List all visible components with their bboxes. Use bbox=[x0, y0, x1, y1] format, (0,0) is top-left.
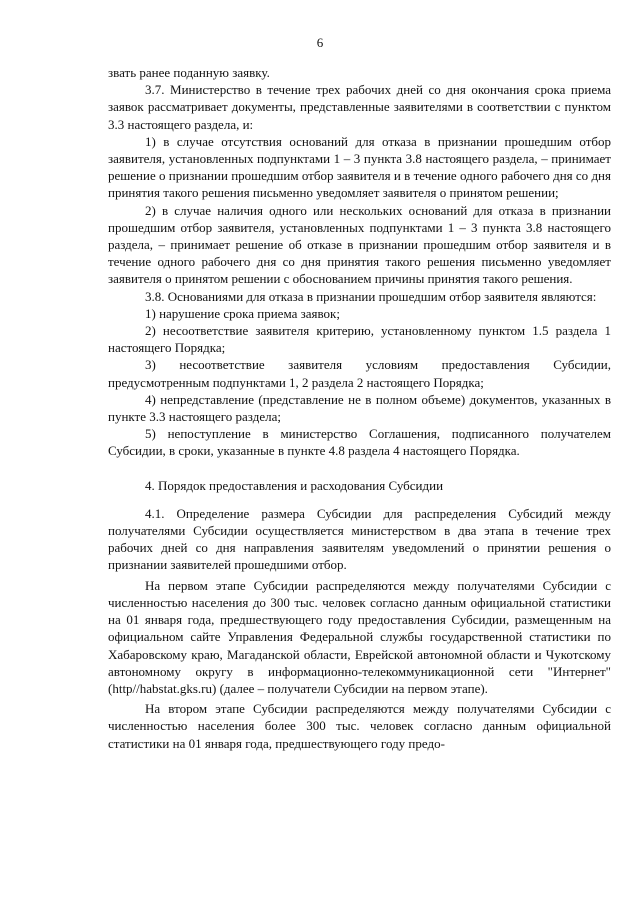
paragraph-3-7: 3.7. Министерство в течение трех рабочих дней со дня окончания срока приема заявок рассматривает документы, представленные заявителями в соответствии с пунктом 3.3 настоящего раздела, и: bbox=[108, 82, 611, 132]
paragraph-3-8-item-1: 1) нарушение срока приема заявок; bbox=[145, 305, 340, 321]
paragraph-continuation: звать ранее поданную заявку. bbox=[108, 65, 270, 80]
paragraph-3-8-item-4: 4) непредставление (представление не в полном объеме) документов, указанных в пункте 3.3 настоящего раздела; bbox=[108, 391, 611, 425]
paragraph-3-8-item-5: 5) непоступление в министерство Соглашения, подписанного получателем Субсидии, в сроки, указанные в пункте 4.8 раздела 4 настоящего Порядка. bbox=[108, 426, 611, 459]
section-4-heading: 4. Порядок предоставления и расходования Субсидии bbox=[145, 477, 444, 493]
paragraph-3-8: 3.8. Основаниями для отказа в признании прошедшим отбор заявителя являются: bbox=[145, 288, 597, 304]
paragraph-4-1: 4.1. Определение размера Субсидии для распределения Субсидий между получателями Субсидии осуществляется министерством в два этапа в течение трех рабочих дней со дня направления заявителям уведомлений о принятии решения о признании заявителей прошедшими отбор. bbox=[108, 505, 611, 573]
paragraph-3-7-item-1: 1) в случае отсутствия оснований для отказа в признании прошедшим отбор заявителя, установленных подпунктами 1 – 3 пункта 3.8 настоящего раздела, – принимает решение о признании прошедшим отбор заявителя и в течение одного рабочего дня со дня принятия такого решения письменно уведомляет заявителя о принятом решении; bbox=[108, 133, 611, 201]
paragraph-3-8-item-3: 3) несоответствие заявителя условиям предоставления Субсидии, предусмотренным подпунктами 1, 2 раздела 2 настоящего Порядка; bbox=[108, 357, 611, 390]
paragraph-3-7-item-2: 2) в случае наличия одного или нескольких оснований для отказа в признании прошедшим отбор заявителя, установленных подпунктами 1 – 3 пункта 3.8 настоящего раздела, – принимает решение об отказе в признании прошедшим отбор заявителя и в течение одного рабочего дня со дня принятия такого решения письменно уведомляет заявителя о принятом решении с обоснованием причины принятия такого решения. bbox=[108, 202, 611, 287]
page-number: 6 bbox=[316, 35, 324, 50]
paragraph-second-stage: На втором этапе Субсидии распределяются между получателями Субсидии с численностью населения более 300 тыс. человек согласно данным официальной статистики на 01 января года, предшествующего году предо- bbox=[108, 701, 611, 751]
paragraph-first-stage: На первом этапе Субсидии распределяются между получателями Субсидии с численностью населения до 300 тыс. человек согласно данным официальной статистики на 01 января года, предшествующего году предоставления Субсидии, размещенным на официальном сайте Управления Федеральной службы государственной статистики по Хабаровскому краю, Магаданской области, Еврейской автономной области и Чукотскому автономному округу в информационно-телекоммуникационной сети "Интернет" (http//habstat.gks.ru) (далее – получатели Субсидии на первом этапе). bbox=[108, 577, 611, 696]
paragraph-3-8-item-2: 2) несоответствие заявителя критерию, установленному пунктом 1.5 раздела 1 настоящего Порядка; bbox=[108, 323, 611, 356]
body-text bbox=[108, 64, 611, 752]
